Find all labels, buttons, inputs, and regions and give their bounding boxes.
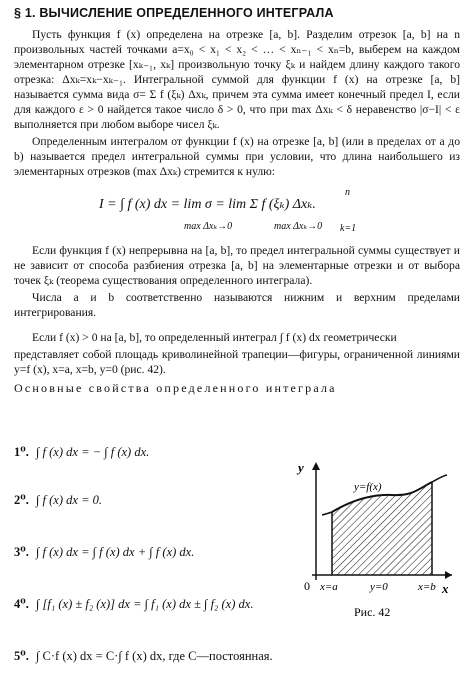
figure-caption: Рис. 42 xyxy=(354,605,391,619)
formula-sum-lower: k=1 xyxy=(340,223,357,234)
y-0-label: y=0 xyxy=(370,581,388,593)
curve-label: y=f(x) xyxy=(354,481,382,493)
paragraph-geometry-b: представляет собой площадь криволинейной трапеции—фигуры, ограниченной линиями y=f (x), x=a, x=b, y=0 (рис. 42). xyxy=(14,348,460,376)
property-3-number: 3⁰. xyxy=(14,545,29,559)
property-1-number: 1⁰. xyxy=(14,445,29,459)
main-formula xyxy=(14,185,460,237)
y-axis-arrow-icon xyxy=(312,462,320,470)
property-5-number: 5⁰. xyxy=(14,649,29,663)
origin-label: 0 xyxy=(304,579,310,593)
property-2-number: 2⁰. xyxy=(14,493,29,507)
property-4-formula: ∫ [f₁ (x) ± f₂ (x)] dx = ∫ f₁ (x) dx ± ∫ f₂ (x) dx. xyxy=(36,597,254,611)
figure-42 xyxy=(292,450,460,630)
x-b-label: x=b xyxy=(418,581,436,593)
y-axis-label: y xyxy=(298,460,304,475)
property-4-number: 4⁰. xyxy=(14,597,29,611)
property-2-formula: ∫ f (x) dx = 0. xyxy=(36,493,103,507)
x-axis-arrow-icon xyxy=(445,571,452,579)
paragraph-limits: Числа a и b соответственно называются нижним и верхним пределами интегрирования. xyxy=(14,291,460,319)
paragraph-geometry-a: Если f (x) > 0 на [a, b], то определенный интеграл ∫ f (x) dx геометрически xyxy=(32,331,397,344)
x-a-label: x=a xyxy=(320,581,338,593)
paragraph-definition-integral: Определенным интегралом от функции f (x) на отрезке [a, b] (или в пределах от a до b) называется предел интегральной суммы при условии, что длина наибольшего из элементарных отрезков (max Δxₖ) стремится к нулю: xyxy=(14,135,460,178)
x-axis-label: x xyxy=(442,581,449,596)
property-5-formula: ∫ C·f (x) dx = C·∫ f (x) dx, где C—постоянная. xyxy=(36,649,273,663)
properties-title: Основные свойства определенного интеграла xyxy=(14,381,337,395)
formula-limit-subscript-1: max Δxₖ→0 xyxy=(184,221,233,232)
section-title: § 1. ВЫЧИСЛЕНИЕ ОПРЕДЕЛЕННОГО ИНТЕГРАЛА xyxy=(14,6,334,20)
paragraph-definition-sum: Пусть функция f (x) определена на отрезке [a, b]. Разделим отрезок [a, b] на n произвольных частей точками a=x₀ < x₁ < x₂ < … < xₙ₋₁ < xₙ=b, выберем на каждом элементарном отрезке [xₖ₋₁, xₖ] произвольную точку ξₖ и найдем длину каждого такого отрезка: Δxₖ=xₖ−xₖ₋₁. Интегральной суммой для функции f (x) на отрезке [a, b] называется сумма вида σ= Σ f (ξₖ) Δxₖ, причем эта сумма имеет конечный предел I, если для каждого ε > 0 найдется такое число δ > 0, что при max Δxₖ < δ неравенство |σ−I| < ε выполняется при любом выборе чисел ξₖ. xyxy=(14,28,460,131)
property-3-formula: ∫ f (x) dx = ∫ f (x) dx + ∫ f (x) dx. xyxy=(36,545,195,559)
paragraph-existence: Если функция f (x) непрерывна на [a, b], то предел интегральной суммы существует и не зависит от способа разбиения отрезка [a, b] на элементарные отрезки и от выбора точек ξₖ (теорема существования определенного интеграла). xyxy=(14,244,460,287)
property-1-formula: ∫ f (x) dx = − ∫ f (x) dx. xyxy=(36,445,150,459)
main-formula-text: I = ∫ f (x) dx = lim σ = lim Σ f (ξₖ) Δxₖ. xyxy=(99,197,316,212)
formula-sum-upper: n xyxy=(345,187,350,198)
formula-limit-subscript-2: max Δxₖ→0 xyxy=(274,221,323,232)
page xyxy=(14,6,460,396)
